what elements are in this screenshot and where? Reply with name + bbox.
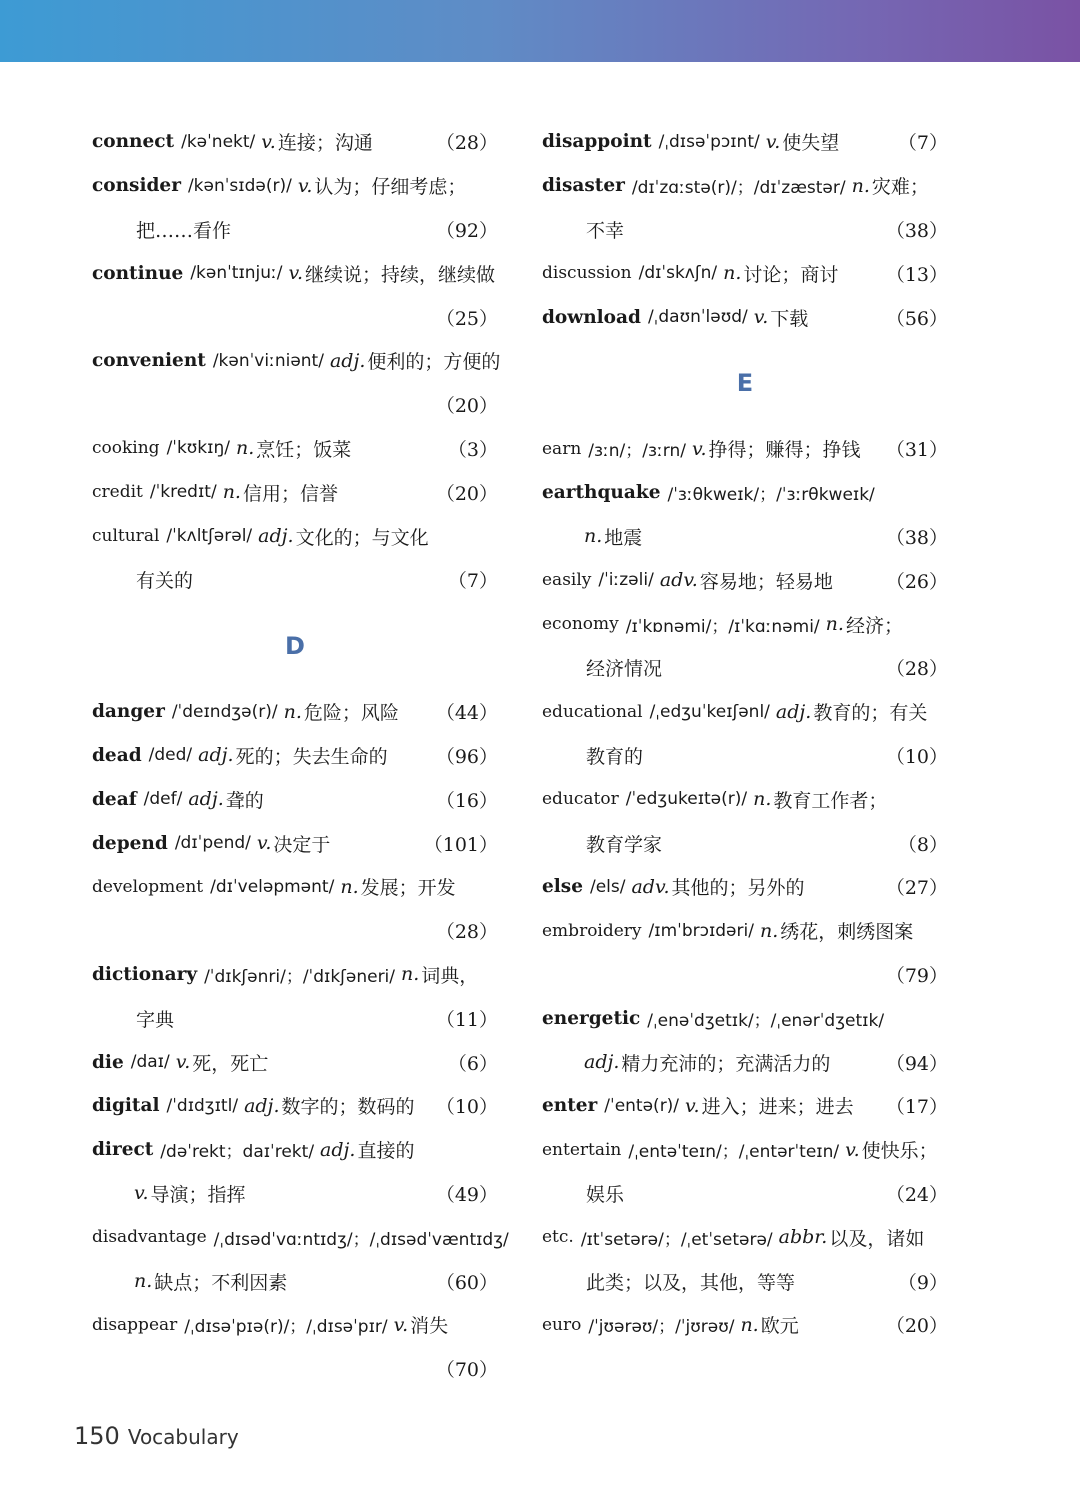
- part-of-speech: adv.: [659, 569, 698, 592]
- page-reference: （20）: [435, 395, 498, 418]
- entry-continuation: [92, 1347, 498, 1391]
- phonetic: /dəˈrekt；daɪˈrekt/: [160, 1142, 315, 1163]
- footer-label: Vocabulary: [127, 1425, 239, 1449]
- part-of-speech: adj.: [244, 1094, 280, 1117]
- headword: digital: [92, 1095, 160, 1117]
- page-reference: （70）: [435, 1359, 498, 1382]
- part-of-speech: adj.: [329, 349, 366, 372]
- vocab-entry: [542, 777, 948, 821]
- vocab-entry: [92, 1040, 498, 1084]
- chinese-meaning: 使快乐；: [861, 1140, 938, 1163]
- page-reference: （17）: [885, 1096, 948, 1119]
- chinese-meaning: 聋的: [225, 789, 264, 812]
- vocab-entry: [92, 470, 498, 514]
- part-of-speech: n.: [222, 481, 241, 504]
- part-of-speech: n.: [283, 700, 302, 723]
- headword: deaf: [92, 788, 137, 810]
- page-reference: （96）: [435, 745, 498, 768]
- chinese-meaning: 危险；风险: [303, 702, 399, 725]
- vocab-entry: [542, 251, 948, 295]
- vocab-entry: [542, 602, 948, 646]
- part-of-speech: v.: [765, 130, 781, 153]
- part-of-speech: adj.: [188, 788, 224, 811]
- chinese-meaning: 不幸: [586, 219, 625, 242]
- page-reference: （9）: [897, 1271, 948, 1294]
- vocab-entry: [542, 471, 948, 515]
- part-of-speech: abbr.: [778, 1226, 828, 1249]
- phonetic: /ˈɜːθkweɪk/；/ˈɜːrθkweɪk/: [667, 485, 875, 506]
- part-of-speech: adv.: [631, 875, 670, 898]
- phonetic: /ˌedʒuˈkeɪʃənl/: [649, 701, 770, 722]
- headword: euro: [542, 1314, 582, 1335]
- entry-continuation: [542, 208, 948, 252]
- phonetic: /dɪˈveləpmənt/: [210, 876, 335, 897]
- chinese-meaning: 教育的: [586, 745, 644, 768]
- part-of-speech: n.: [235, 437, 255, 460]
- headword: energetic: [542, 1007, 641, 1029]
- chinese-meaning: 继续说；持续，继续做: [305, 263, 496, 286]
- page-reference: （8）: [897, 833, 948, 856]
- headword: direct: [92, 1139, 154, 1161]
- entry-continuation: [92, 383, 498, 427]
- part-of-speech: n.: [723, 262, 742, 285]
- entry-continuation: [92, 1172, 498, 1216]
- chinese-meaning: 教育的；有关: [813, 702, 928, 725]
- page-reference: （20）: [885, 1315, 948, 1338]
- phonetic: /ˈdeɪndʒə(r)/: [171, 701, 278, 722]
- vocab-entry: [92, 1084, 498, 1128]
- phonetic: /kənˈviːniənt/: [212, 350, 324, 371]
- part-of-speech: n.: [134, 1270, 153, 1293]
- phonetic: /dɪˈskʌʃn/: [638, 263, 718, 284]
- vocab-entry: [542, 120, 948, 164]
- chinese-meaning: 文化的；与文化: [295, 526, 429, 549]
- chinese-meaning: 进入；进来；进去: [701, 1096, 854, 1119]
- phonetic: /kənˈtɪnjuː/: [190, 263, 283, 284]
- section-letter-heading: D: [285, 631, 305, 660]
- phonetic: /ˈkredɪt/: [149, 482, 217, 503]
- vocab-entry: [542, 164, 948, 208]
- headword: disappoint: [542, 131, 652, 153]
- page-reference: （31）: [885, 439, 948, 462]
- chinese-meaning: 容易地；轻易地: [699, 570, 833, 593]
- headword: economy: [542, 614, 619, 635]
- chinese-meaning: 使失望: [782, 132, 840, 155]
- part-of-speech: v.: [175, 1051, 191, 1074]
- page-footer: [74, 1422, 239, 1450]
- phonetic: /ɪtˈsetərə/；/ˌetˈsetərə/: [580, 1229, 773, 1250]
- phonetic: /ded/: [148, 745, 193, 766]
- vocab-entry: [542, 295, 948, 339]
- phonetic: /daɪ/: [130, 1052, 170, 1073]
- chinese-meaning: 灾难；: [871, 176, 929, 199]
- chinese-meaning: 字典: [136, 1008, 175, 1031]
- chinese-meaning: 消失: [410, 1315, 449, 1338]
- headword: etc.: [542, 1227, 574, 1248]
- chinese-meaning: 信用；信誉: [242, 482, 338, 505]
- page-reference: （38）: [885, 219, 948, 242]
- page-reference: （25）: [435, 307, 498, 330]
- headword: die: [92, 1051, 124, 1073]
- page-reference: （6）: [447, 1052, 498, 1075]
- chinese-meaning: 便利的；方便的: [367, 351, 501, 374]
- chinese-meaning: 导演；指挥: [150, 1183, 246, 1206]
- part-of-speech: v.: [288, 262, 304, 285]
- part-of-speech: v.: [261, 130, 276, 153]
- vocab-entry: [542, 1084, 948, 1128]
- entry-continuation: [542, 1040, 948, 1084]
- vocab-entry: [542, 1303, 948, 1347]
- phonetic: /ˈdɪkʃənri/；/ˈdɪkʃəneri/: [204, 966, 396, 987]
- entry-continuation: [542, 1259, 948, 1303]
- vocab-entry: [92, 514, 498, 558]
- page-number: 150: [74, 1422, 120, 1450]
- part-of-speech: v.: [691, 437, 707, 460]
- entry-continuation: [92, 295, 498, 339]
- phonetic: /ˌdɪsəˈpɪə(r)/；/ˌdɪsəˈpɪr/: [184, 1317, 388, 1338]
- part-of-speech: v.: [134, 1182, 149, 1205]
- entry-continuation: [542, 515, 948, 559]
- phonetic: /ɜːn/；/ɜːrn/: [588, 441, 686, 462]
- phonetic: /ˌdɪsəˈpɔɪnt/: [658, 131, 760, 152]
- chinese-meaning: 认为；仔细考虑；: [314, 176, 467, 199]
- page-reference: （56）: [885, 307, 948, 330]
- part-of-speech: v.: [753, 306, 769, 329]
- vocab-entry: [542, 1128, 948, 1172]
- chinese-meaning: 数字的；数码的: [281, 1096, 415, 1119]
- headword: educator: [542, 789, 619, 810]
- page-reference: （20）: [435, 482, 498, 505]
- page-reference: （38）: [885, 526, 948, 549]
- part-of-speech: v.: [393, 1313, 409, 1336]
- headword: consider: [92, 175, 181, 197]
- phonetic: /ˌentəˈteɪn/；/ˌentərˈteɪn/: [628, 1142, 840, 1163]
- headword: embroidery: [542, 920, 642, 941]
- headword: disaster: [542, 175, 625, 197]
- vocab-entry: [542, 996, 948, 1040]
- page-reference: （10）: [435, 1096, 498, 1119]
- vocab-entry: [542, 558, 948, 602]
- phonetic: /ˌdɪsədˈvɑːntɪdʒ/；/ˌdɪsədˈvæntɪdʒ/: [213, 1229, 509, 1250]
- vocab-entry: [92, 821, 498, 865]
- page-reference: （79）: [885, 964, 948, 987]
- part-of-speech: v.: [845, 1138, 860, 1161]
- part-of-speech: adj.: [320, 1138, 356, 1161]
- part-of-speech: n.: [740, 1313, 759, 1336]
- part-of-speech: v.: [256, 832, 272, 855]
- headword: earn: [542, 438, 582, 459]
- chinese-meaning: 教育学家: [586, 833, 663, 856]
- part-of-speech: n.: [584, 525, 603, 548]
- chinese-meaning: 死的；失去生命的: [235, 745, 388, 768]
- page-reference: （60）: [435, 1271, 498, 1294]
- part-of-speech: n.: [759, 919, 779, 942]
- page-reference: （28）: [435, 921, 498, 944]
- page-reference: （28）: [435, 132, 498, 155]
- entry-continuation: [542, 953, 948, 997]
- phonetic: /dɪˈpend/: [174, 833, 251, 854]
- headword: disadvantage: [92, 1227, 207, 1248]
- chinese-meaning: 经济；: [845, 614, 903, 637]
- page-reference: （26）: [885, 570, 948, 593]
- page-reference: （11）: [435, 1008, 498, 1031]
- vocab-entry: [542, 909, 948, 953]
- page-reference: （7）: [447, 570, 498, 593]
- part-of-speech: n.: [753, 788, 772, 811]
- left-column: [92, 120, 509, 1391]
- chinese-meaning: 挣得；赚得；挣钱: [708, 439, 861, 462]
- vocab-entry: [92, 339, 501, 383]
- entry-continuation: [92, 1259, 498, 1303]
- part-of-speech: adj.: [584, 1051, 620, 1074]
- part-of-speech: adj.: [258, 525, 294, 548]
- phonetic: /ɪmˈbrɔɪdəri/: [648, 920, 754, 941]
- phonetic: /ˌenəˈdʒetɪk/；/ˌenərˈdʒetɪk/: [647, 1010, 885, 1031]
- vocab-entry: [542, 427, 948, 471]
- right-column: [542, 120, 948, 1347]
- chinese-meaning: 烹饪；饭菜: [256, 438, 352, 461]
- phonetic: /def/: [143, 789, 183, 810]
- entry-continuation: [92, 208, 498, 252]
- chinese-meaning: 讨论；商讨: [743, 263, 839, 286]
- chinese-meaning: 此类；以及，其他，等等: [586, 1271, 796, 1294]
- page-reference: （16）: [435, 789, 498, 812]
- headword: development: [92, 876, 204, 897]
- chinese-meaning: 发展；开发: [360, 877, 456, 900]
- chinese-meaning: 精力充沛的；充满活力的: [621, 1052, 831, 1075]
- headword: danger: [92, 701, 165, 723]
- headword: depend: [92, 832, 168, 854]
- part-of-speech: v.: [297, 174, 313, 197]
- section-letter-heading: E: [736, 368, 754, 397]
- phonetic: /ˈkʊkɪŋ/: [166, 438, 230, 459]
- phonetic: /kənˈsɪdə(r)/: [187, 175, 292, 196]
- vocab-entry: [92, 164, 498, 208]
- phonetic: /els/: [589, 876, 626, 897]
- headword: connect: [92, 131, 175, 153]
- vocab-entry: [92, 1303, 498, 1347]
- page-reference: （101）: [423, 833, 498, 856]
- chinese-meaning: 直接的: [357, 1140, 415, 1163]
- chinese-meaning: 经济情况: [586, 658, 663, 681]
- headword: dead: [92, 744, 142, 766]
- phonetic: /ɪˈkɒnəmi/；/ɪˈkɑːnəmi/: [625, 616, 820, 637]
- entry-continuation: [542, 646, 948, 690]
- page-reference: （27）: [885, 877, 948, 900]
- page-reference: （94）: [885, 1052, 948, 1075]
- chinese-meaning: 教育工作者；: [773, 789, 888, 812]
- page-reference: （7）: [897, 132, 948, 155]
- headword: cultural: [92, 526, 160, 547]
- part-of-speech: adj.: [775, 700, 812, 723]
- chinese-meaning: 把……看作: [136, 219, 232, 242]
- page-reference: （10）: [885, 745, 948, 768]
- vocab-entry: [92, 777, 498, 821]
- headword: entertain: [542, 1139, 622, 1160]
- chinese-meaning: 决定于: [273, 833, 331, 856]
- headword: educational: [542, 701, 643, 722]
- chinese-meaning: 有关的: [136, 570, 194, 593]
- phonetic: /kəˈnekt/: [181, 131, 256, 152]
- vocab-entry: [92, 251, 498, 295]
- vocab-entry: [92, 690, 498, 734]
- page-reference: （49）: [435, 1183, 498, 1206]
- part-of-speech: v.: [685, 1094, 700, 1117]
- vocab-entry: [92, 427, 498, 471]
- chinese-meaning: 词典，: [421, 964, 479, 987]
- headword: else: [542, 876, 583, 898]
- phonetic: /ˈdɪdʒɪtl/: [166, 1095, 239, 1116]
- chinese-meaning: 其他的；另外的: [671, 877, 805, 900]
- headword: cooking: [92, 438, 160, 459]
- entry-continuation: [92, 909, 498, 953]
- vocab-entry: [542, 690, 948, 734]
- part-of-speech: n.: [825, 613, 844, 636]
- page-reference: （3）: [447, 438, 498, 461]
- part-of-speech: n.: [401, 963, 420, 986]
- page-reference: （24）: [885, 1183, 948, 1206]
- vocab-entry: [92, 1215, 509, 1259]
- phonetic: /ˈjʊərəʊ/；/ˈjʊrəʊ/: [588, 1317, 735, 1338]
- entry-continuation: [92, 558, 498, 602]
- headword: discussion: [542, 263, 632, 284]
- vocab-entry: [92, 865, 498, 909]
- chinese-meaning: 连接；沟通: [277, 132, 373, 155]
- chinese-meaning: 欧元: [760, 1315, 799, 1338]
- part-of-speech: n.: [851, 174, 870, 197]
- part-of-speech: adj.: [198, 744, 234, 767]
- phonetic: /ˈentə(r)/: [604, 1095, 680, 1116]
- chinese-meaning: 绣花，刺绣图案: [780, 921, 914, 944]
- part-of-speech: n.: [340, 875, 359, 898]
- vocab-entry: [542, 1215, 948, 1259]
- chinese-meaning: 以及，诸如: [829, 1227, 925, 1250]
- headword: earthquake: [542, 482, 661, 504]
- chinese-meaning: 娱乐: [586, 1183, 625, 1206]
- phonetic: /ˈiːzəli/: [598, 570, 654, 591]
- entry-continuation: [92, 996, 498, 1040]
- vocab-entry: [542, 865, 948, 909]
- phonetic: /dɪˈzɑːstə(r)/；/dɪˈzæstər/: [631, 178, 846, 199]
- page-reference: （44）: [435, 702, 498, 725]
- vocab-entry: [92, 734, 498, 778]
- headword: credit: [92, 482, 143, 503]
- phonetic: /ˈedʒukeɪtə(r)/: [625, 789, 748, 810]
- chinese-meaning: 下载: [770, 307, 809, 330]
- vocab-entry: [92, 1128, 498, 1172]
- chinese-meaning: 缺点；不利因素: [154, 1271, 288, 1294]
- phonetic: /ˌdaʊnˈləʊd/: [647, 307, 748, 328]
- page-reference: （28）: [885, 658, 948, 681]
- vocab-entry: [92, 120, 498, 164]
- headword: continue: [92, 262, 184, 284]
- headword: enter: [542, 1095, 598, 1117]
- headword: download: [542, 306, 641, 328]
- headword: dictionary: [92, 963, 198, 985]
- headword: easily: [542, 570, 592, 591]
- entry-continuation: [542, 1172, 948, 1216]
- page-reference: （92）: [435, 219, 498, 242]
- headword: disappear: [92, 1314, 178, 1335]
- entry-continuation: [542, 734, 948, 778]
- headword: convenient: [92, 350, 206, 372]
- page-reference: （13）: [885, 263, 948, 286]
- vocab-entry: [92, 953, 498, 997]
- chinese-meaning: 地震: [604, 526, 643, 549]
- header-banner: [0, 0, 1080, 62]
- chinese-meaning: 死，死亡: [192, 1052, 269, 1075]
- entry-continuation: [542, 821, 948, 865]
- phonetic: /ˈkʌltʃərəl/: [166, 526, 253, 547]
